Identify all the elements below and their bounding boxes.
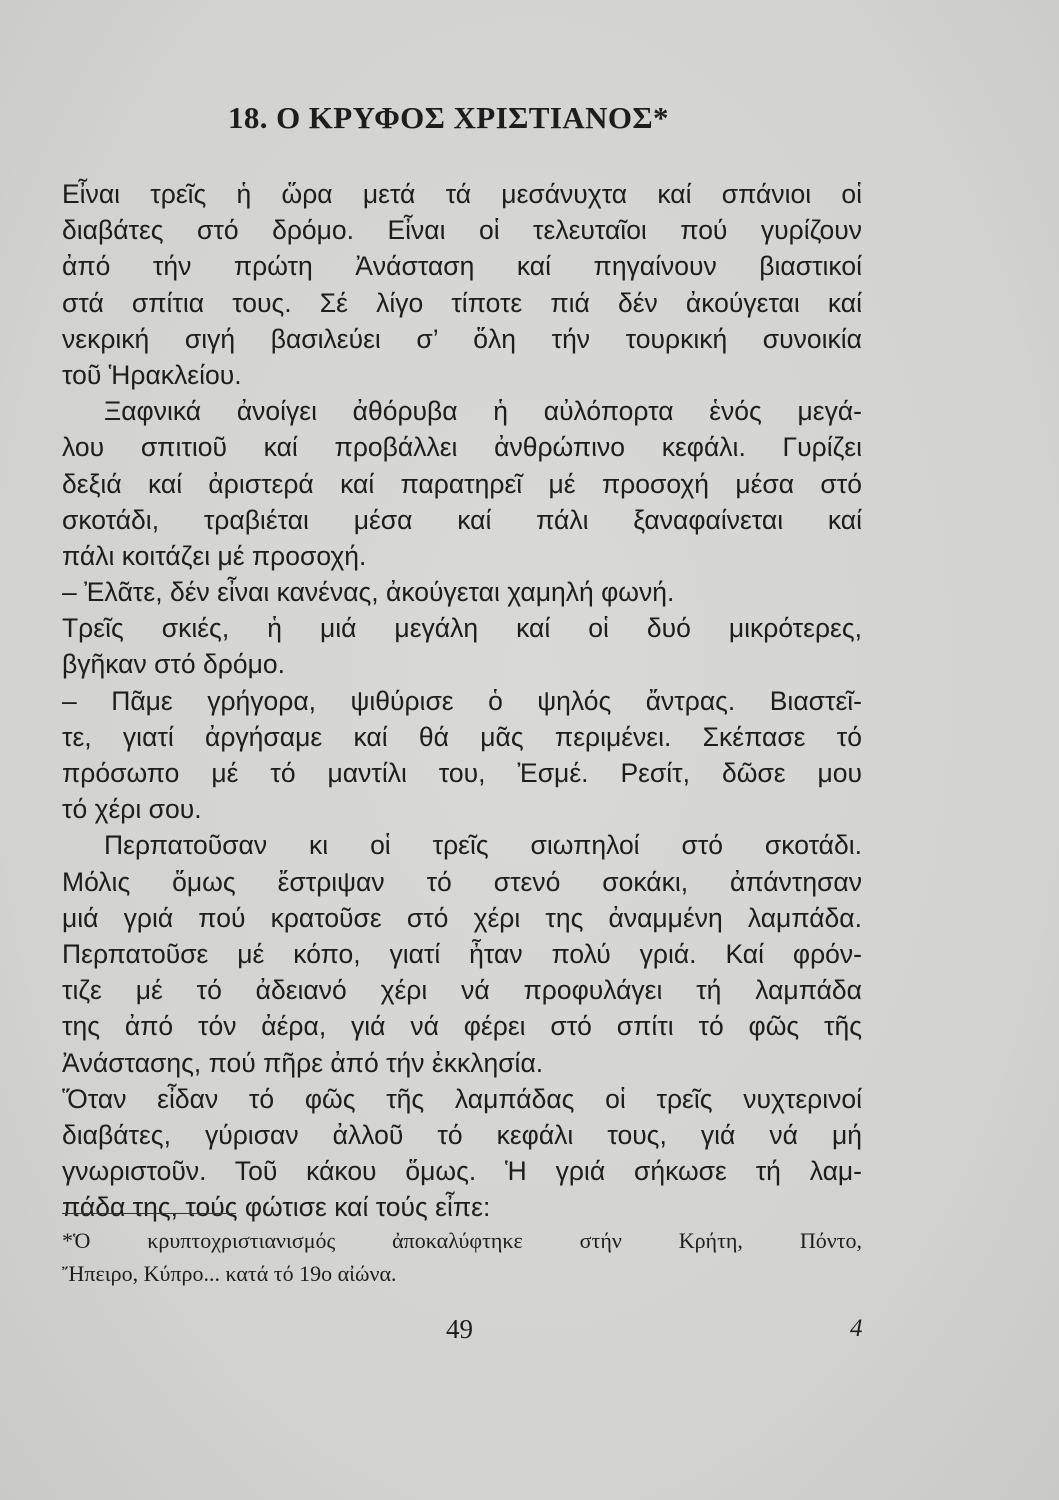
- text-line: διαβάτες στό δρόμο. Εἶναι οἱ τελευταῖοι πού γυρίζουν: [62, 215, 862, 246]
- text-line: τιζε μέ τό ἀδειανό χέρι νά προφυλάγει τή λαμπάδα: [62, 975, 862, 1006]
- text-line: Εἶναι τρεῖς ἡ ὥρα μετά τά μεσάνυχτα καί σπάνιοι οἱ: [62, 179, 862, 209]
- text-line: σκοτάδι, τραβιέται μέσα καί πάλι ξαναφαίνεται καί: [62, 504, 862, 535]
- text-line: στά σπίτια τους. Σέ λίγο τίποτε πιά δέν ἀκούγεται καί: [62, 287, 862, 318]
- text-line: Ξαφνικά ἀνοίγει ἀθόρυβα ἡ αὐλόπορτα ἑνός μεγά-: [104, 396, 862, 427]
- text-line: βγῆκαν στό δρόμο.: [62, 649, 285, 680]
- text-line: πρόσωπο μέ τό μαντίλι του, Ἐσμέ. Ρεσίτ, δῶσε μου: [62, 758, 862, 788]
- text-line: Περπατοῦσαν κι οἱ τρεῖς σιωπηλοί στό σκοτάδι.: [104, 830, 862, 861]
- page-number: 49: [446, 1314, 473, 1344]
- footnote-line: *Ὁ κρυπτοχριστιανισμός ἀποκαλύφτηκε στήν Κρήτη, Πόντο,: [62, 1228, 862, 1253]
- chapter-title: 18. Ο ΚΡΥΦΟΣ ΧΡΙΣΤΙΑΝΟΣ*: [228, 100, 669, 135]
- footnote: [62, 1224, 862, 1290]
- signature-mark: 4: [850, 1315, 863, 1342]
- text-line: – Πᾶμε γρήγορα, ψιθύρισε ὁ ψηλός ἄντρας. Βιαστεῖ-: [62, 685, 862, 716]
- footnote-line: Ἤπειρο, Κύπρο... κατά τό 19ο αἰώνα.: [62, 1261, 397, 1286]
- text-line: δεξιά καί ἀριστερά καί παρατηρεῖ μέ προσοχή μέσα στό: [62, 468, 862, 499]
- text-line: Ὅταν εἶδαν τό φῶς τῆς λαμπάδας οἱ τρεῖς νυχτερινοί: [62, 1083, 862, 1114]
- text-line: γνωριστοῦν. Τοῦ κάκου ὅμως. Ἡ γριά σήκωσε τή λαμ-: [62, 1156, 862, 1187]
- text-line: πάδα της, τούς φώτισε καί τούς εἶπε:: [62, 1192, 491, 1223]
- text-line: της ἀπό τόν ἀέρα, γιά νά φέρει στό σπίτι τό φῶς τῆς: [62, 1011, 862, 1042]
- text-line: Περπατοῦσε μέ κόπο, γιατί ἦταν πολύ γριά. Καί φρόν-: [62, 938, 862, 969]
- text-line: Ἀνάστασης, πού πῆρε ἀπό τήν ἐκκλησία.: [62, 1047, 544, 1078]
- text-line: μιά γριά πού κρατοῦσε στό χέρι της ἀναμμένη λαμπάδα.: [62, 902, 862, 933]
- footnote-divider: [62, 1213, 236, 1214]
- text-line: τοῦ Ἡρακλείου.: [62, 359, 242, 390]
- text-line: διαβάτες, γύρισαν ἀλλοῦ τό κεφάλι τους, γιά νά μή: [62, 1119, 862, 1150]
- text-line: πάλι κοιτάζει μέ προσοχή.: [62, 540, 367, 571]
- text-line: τε, γιατί ἀργήσαμε καί θά μᾶς περιμένει. Σκέπασε τό: [62, 721, 862, 752]
- text-line: Μόλις ὅμως ἔστριψαν τό στενό σοκάκι, ἀπάντησαν: [62, 866, 862, 897]
- text-line: τό χέρι σου.: [62, 794, 202, 825]
- text-line: Τρεῖς σκιές, ἡ μιά μεγάλη καί οἱ δυό μικρότερες,: [62, 613, 862, 644]
- text-line: λου σπιτιοῦ καί προβάλλει ἀνθρώπινο κεφάλι. Γυρίζει: [62, 432, 862, 463]
- text-line: ἀπό τήν πρώτη Ἀνάσταση καί πηγαίνουν βιαστικοί: [62, 251, 862, 282]
- body-text: [62, 176, 862, 1225]
- text-line: νεκρική σιγή βασιλεύει σ’ ὅλη τήν τουρκική συνοικία: [62, 323, 862, 354]
- text-line: – Ἐλᾶτε, δέν εἶναι κανένας, ἀκούγεται χαμηλή φωνή.: [62, 577, 675, 608]
